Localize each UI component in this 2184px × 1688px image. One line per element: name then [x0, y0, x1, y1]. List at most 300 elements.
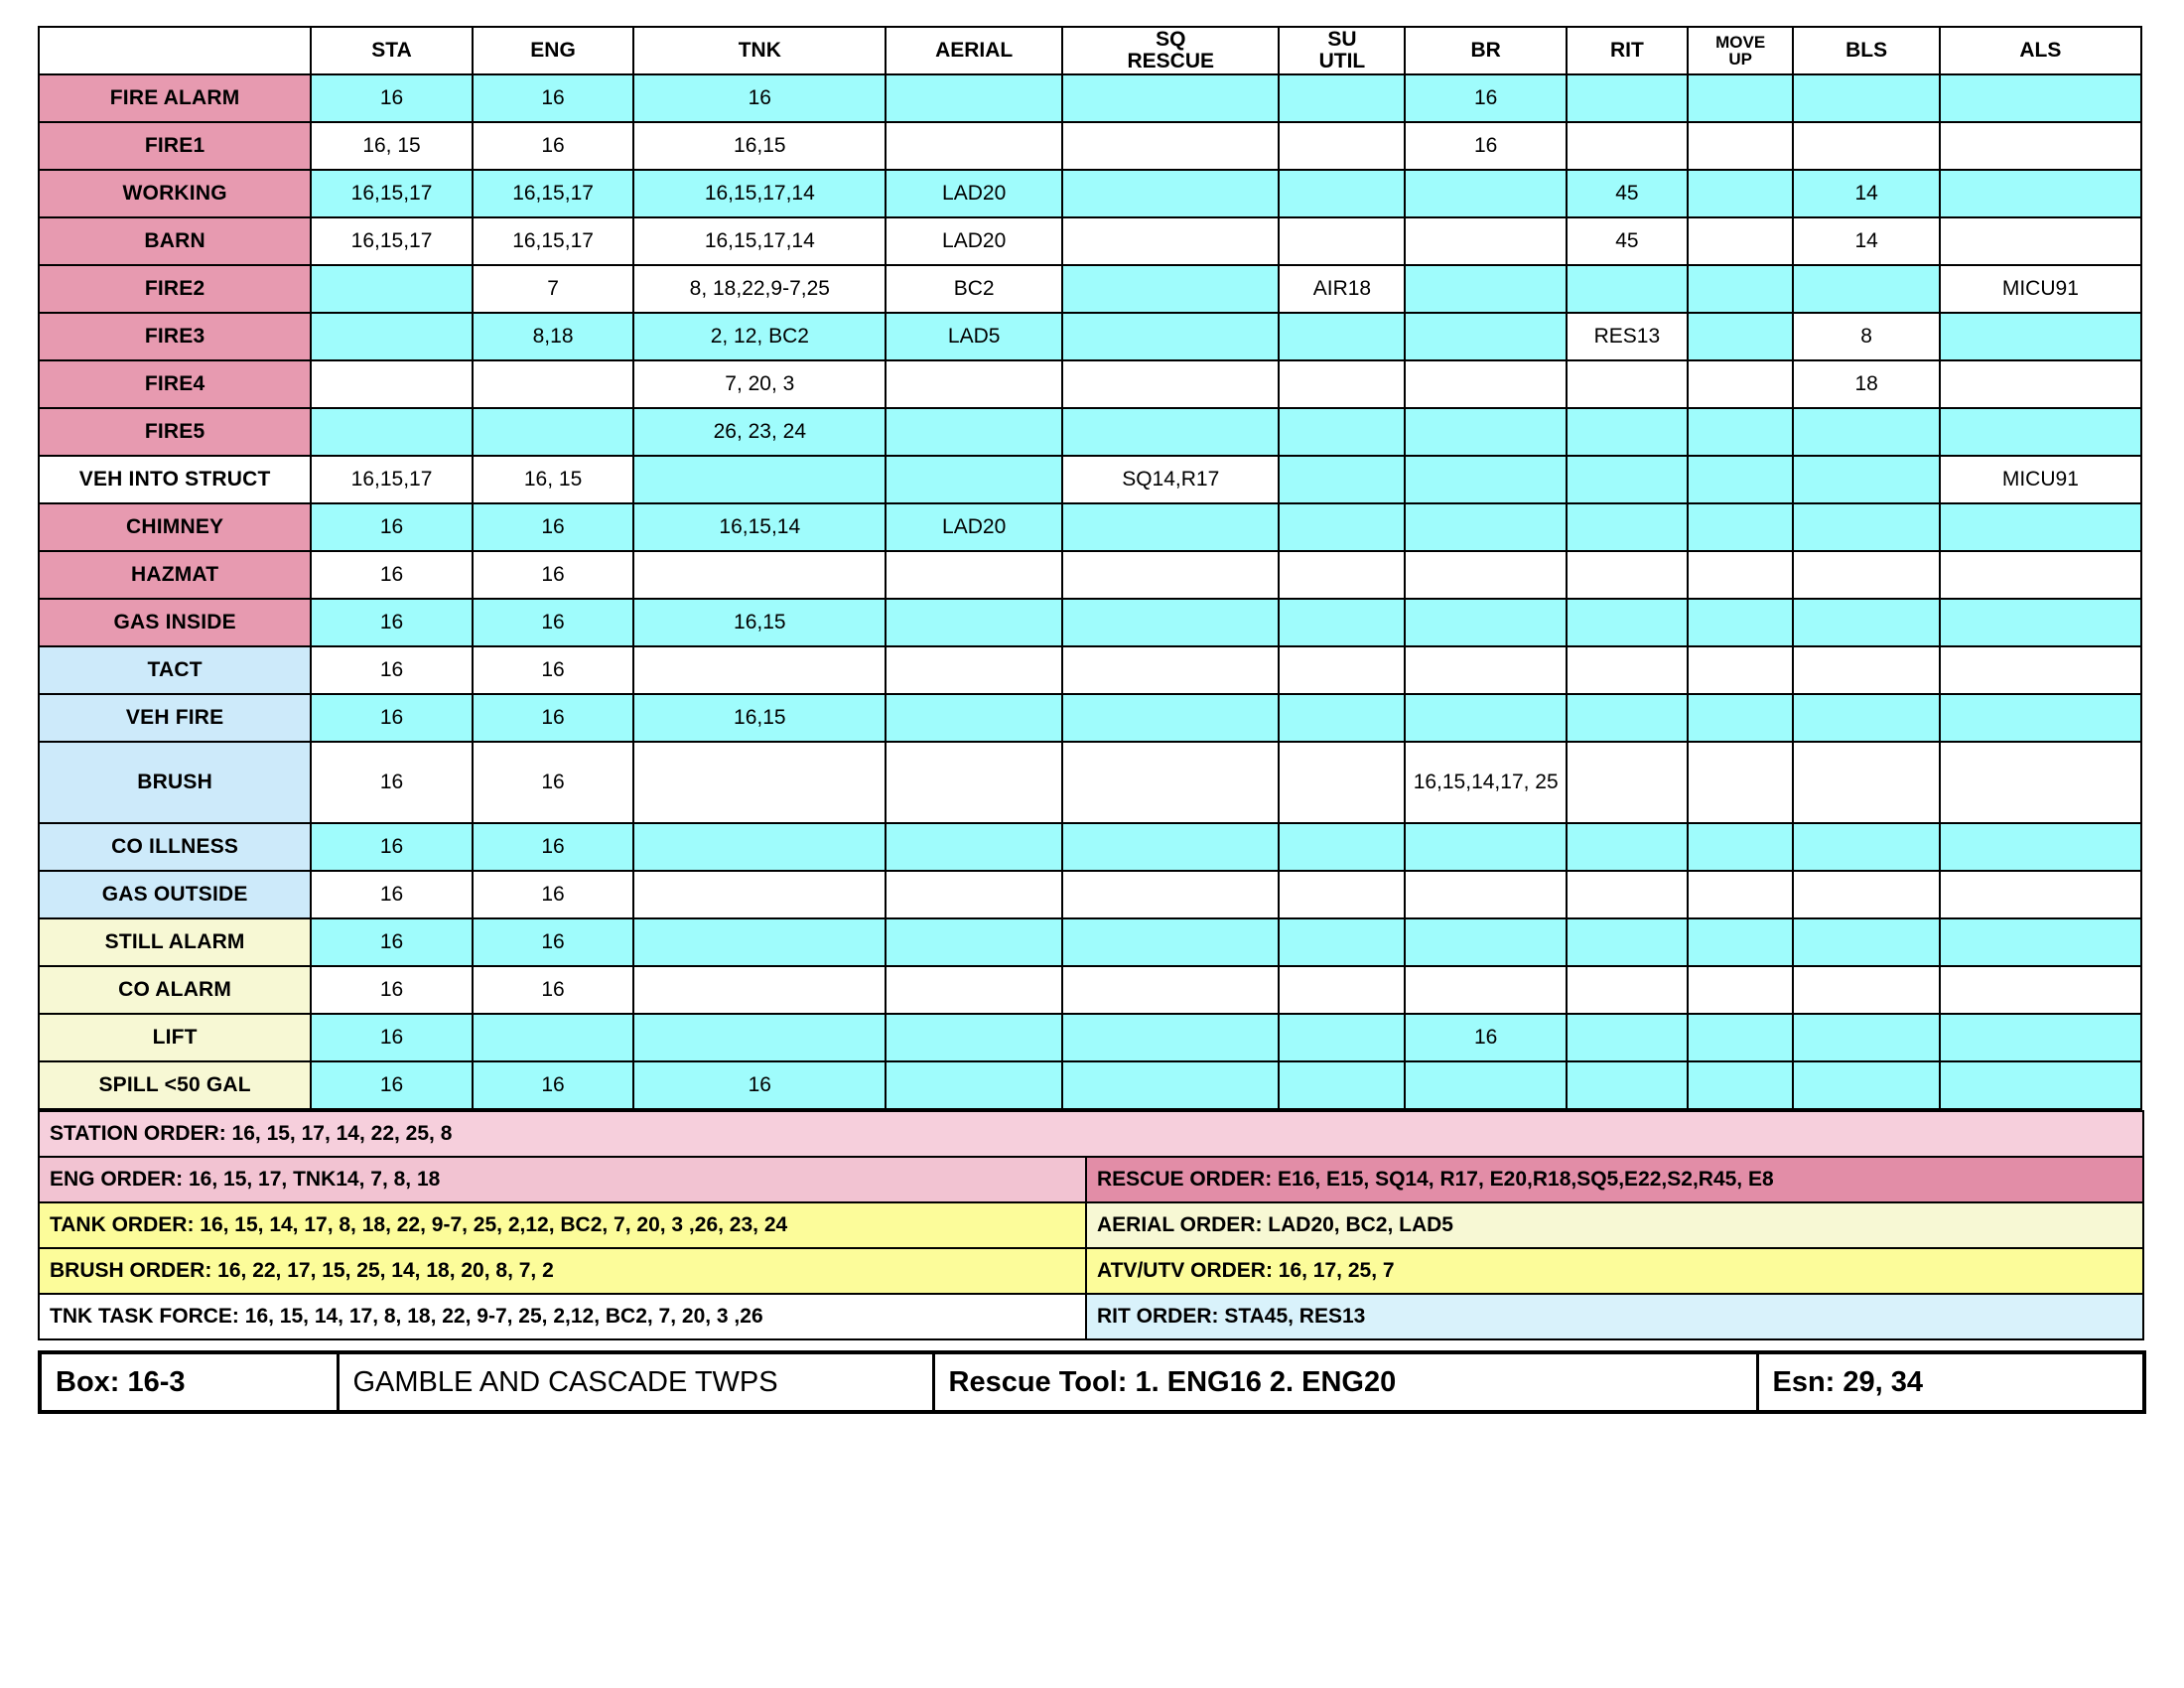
footer-area: GAMBLE AND CASCADE TWPS — [338, 1352, 933, 1412]
table-row — [39, 456, 2141, 503]
cell-1-6: 16 — [1405, 122, 1567, 170]
cell-19-5 — [1279, 1014, 1405, 1061]
cell-12-7 — [1567, 646, 1688, 694]
cell-9-8 — [1688, 503, 1794, 551]
orders-block — [38, 1110, 2144, 1340]
column-header-tnk: TNK — [633, 27, 886, 74]
cell-0-2: 16 — [633, 74, 886, 122]
cell-15-10 — [1940, 823, 2141, 871]
cell-10-9 — [1793, 551, 1939, 599]
cell-14-4 — [1062, 742, 1279, 823]
cell-20-10 — [1940, 1061, 2141, 1109]
table-row — [39, 170, 2141, 217]
cell-9-6 — [1405, 503, 1567, 551]
cell-1-4 — [1062, 122, 1279, 170]
cell-20-3 — [886, 1061, 1062, 1109]
row-label-brush: BRUSH — [39, 742, 311, 823]
cell-20-7 — [1567, 1061, 1688, 1109]
table-row — [39, 966, 2141, 1014]
cell-8-4: SQ14,R17 — [1062, 456, 1279, 503]
cell-12-5 — [1279, 646, 1405, 694]
cell-9-7 — [1567, 503, 1688, 551]
column-header-als: ALS — [1940, 27, 2141, 74]
cell-6-2: 7, 20, 3 — [633, 360, 886, 408]
cell-2-5 — [1279, 170, 1405, 217]
cell-17-3 — [886, 918, 1062, 966]
cell-12-10 — [1940, 646, 2141, 694]
cell-8-5 — [1279, 456, 1405, 503]
cell-11-0: 16 — [311, 599, 473, 646]
cell-4-6 — [1405, 265, 1567, 313]
row-label-veh-fire: VEH FIRE — [39, 694, 311, 742]
cell-4-9 — [1793, 265, 1939, 313]
table-header — [39, 27, 2141, 74]
cell-1-5 — [1279, 122, 1405, 170]
cell-10-10 — [1940, 551, 2141, 599]
cell-5-9: 8 — [1793, 313, 1939, 360]
cell-1-7 — [1567, 122, 1688, 170]
cell-4-5: AIR18 — [1279, 265, 1405, 313]
cell-16-4 — [1062, 871, 1279, 918]
cell-7-3 — [886, 408, 1062, 456]
cell-7-9 — [1793, 408, 1939, 456]
cell-20-2: 16 — [633, 1061, 886, 1109]
cell-6-6 — [1405, 360, 1567, 408]
cell-12-9 — [1793, 646, 1939, 694]
cell-17-4 — [1062, 918, 1279, 966]
cell-20-8 — [1688, 1061, 1794, 1109]
cell-19-1 — [473, 1014, 634, 1061]
cell-19-7 — [1567, 1014, 1688, 1061]
column-header-eng: ENG — [473, 27, 634, 74]
column-header-su-util: SU UTIL — [1279, 27, 1405, 74]
cell-3-0: 16,15,17 — [311, 217, 473, 265]
cell-9-5 — [1279, 503, 1405, 551]
cell-14-6: 16,15,14,17, 25 — [1405, 742, 1567, 823]
aerial-order-bar: AERIAL ORDER: LAD20, BC2, LAD5 — [1086, 1202, 2143, 1248]
cell-4-10: MICU91 — [1940, 265, 2141, 313]
cell-15-8 — [1688, 823, 1794, 871]
cell-18-10 — [1940, 966, 2141, 1014]
header-blank-corner — [39, 27, 311, 74]
cell-8-2 — [633, 456, 886, 503]
footer-esn: Esn: 29, 34 — [1757, 1352, 2144, 1412]
cell-18-1: 16 — [473, 966, 634, 1014]
cell-17-6 — [1405, 918, 1567, 966]
cell-10-6 — [1405, 551, 1567, 599]
cell-10-0: 16 — [311, 551, 473, 599]
tank-order-bar: TANK ORDER: 16, 15, 14, 17, 8, 18, 22, 9-7, 25, 2,12, BC2, 7, 20, 3 ,26, 23, 24 — [39, 1202, 1086, 1248]
column-header-aerial: AERIAL — [886, 27, 1062, 74]
cell-17-8 — [1688, 918, 1794, 966]
cell-6-10 — [1940, 360, 2141, 408]
cell-16-0: 16 — [311, 871, 473, 918]
cell-17-5 — [1279, 918, 1405, 966]
atv-utv-order-bar: ATV/UTV ORDER: 16, 17, 25, 7 — [1086, 1248, 2143, 1294]
cell-10-1: 16 — [473, 551, 634, 599]
cell-0-4 — [1062, 74, 1279, 122]
cell-9-1: 16 — [473, 503, 634, 551]
cell-7-7 — [1567, 408, 1688, 456]
cell-5-2: 2, 12, BC2 — [633, 313, 886, 360]
cell-3-4 — [1062, 217, 1279, 265]
cell-2-7: 45 — [1567, 170, 1688, 217]
cell-14-10 — [1940, 742, 2141, 823]
row-label-tact: TACT — [39, 646, 311, 694]
cell-8-9 — [1793, 456, 1939, 503]
cell-14-8 — [1688, 742, 1794, 823]
row-label-fire3: FIRE3 — [39, 313, 311, 360]
cell-11-8 — [1688, 599, 1794, 646]
tnk-task-force-bar: TNK TASK FORCE: 16, 15, 14, 17, 8, 18, 22, 9-7, 25, 2,12, BC2, 7, 20, 3 ,26 — [39, 1294, 1086, 1339]
cell-0-10 — [1940, 74, 2141, 122]
cell-1-0: 16, 15 — [311, 122, 473, 170]
cell-13-3 — [886, 694, 1062, 742]
row-label-fire4: FIRE4 — [39, 360, 311, 408]
cell-0-8 — [1688, 74, 1794, 122]
cell-10-8 — [1688, 551, 1794, 599]
cell-13-6 — [1405, 694, 1567, 742]
cell-15-2 — [633, 823, 886, 871]
table-row — [39, 360, 2141, 408]
footer-block — [38, 1350, 2146, 1414]
row-label-chimney: CHIMNEY — [39, 503, 311, 551]
cell-11-6 — [1405, 599, 1567, 646]
cell-14-9 — [1793, 742, 1939, 823]
cell-18-8 — [1688, 966, 1794, 1014]
cell-2-9: 14 — [1793, 170, 1939, 217]
cell-18-3 — [886, 966, 1062, 1014]
row-label-lift: LIFT — [39, 1014, 311, 1061]
row-label-hazmat: HAZMAT — [39, 551, 311, 599]
cell-2-10 — [1940, 170, 2141, 217]
cell-19-8 — [1688, 1014, 1794, 1061]
column-header-rit: RIT — [1567, 27, 1688, 74]
cell-16-10 — [1940, 871, 2141, 918]
cell-14-7 — [1567, 742, 1688, 823]
cell-11-9 — [1793, 599, 1939, 646]
eng-order-bar: ENG ORDER: 16, 15, 17, TNK14, 7, 8, 18 — [39, 1157, 1086, 1202]
cell-18-0: 16 — [311, 966, 473, 1014]
table-row — [39, 599, 2141, 646]
cell-2-0: 16,15,17 — [311, 170, 473, 217]
cell-17-9 — [1793, 918, 1939, 966]
cell-11-3 — [886, 599, 1062, 646]
cell-11-7 — [1567, 599, 1688, 646]
cell-16-1: 16 — [473, 871, 634, 918]
column-header-bls: BLS — [1793, 27, 1939, 74]
cell-16-7 — [1567, 871, 1688, 918]
cell-13-10 — [1940, 694, 2141, 742]
cell-19-2 — [633, 1014, 886, 1061]
cell-12-3 — [886, 646, 1062, 694]
response-matrix-table — [38, 26, 2142, 1110]
cell-18-2 — [633, 966, 886, 1014]
cell-16-5 — [1279, 871, 1405, 918]
cell-0-6: 16 — [1405, 74, 1567, 122]
cell-20-5 — [1279, 1061, 1405, 1109]
cell-15-7 — [1567, 823, 1688, 871]
row-label-fire5: FIRE5 — [39, 408, 311, 456]
cell-14-5 — [1279, 742, 1405, 823]
cell-20-0: 16 — [311, 1061, 473, 1109]
cell-7-0 — [311, 408, 473, 456]
cell-19-4 — [1062, 1014, 1279, 1061]
table-row — [39, 823, 2141, 871]
cell-3-2: 16,15,17,14 — [633, 217, 886, 265]
cell-15-6 — [1405, 823, 1567, 871]
table-row — [39, 1014, 2141, 1061]
cell-13-5 — [1279, 694, 1405, 742]
cell-9-10 — [1940, 503, 2141, 551]
cell-20-1: 16 — [473, 1061, 634, 1109]
cell-4-7 — [1567, 265, 1688, 313]
cell-2-6 — [1405, 170, 1567, 217]
brush-order-bar: BRUSH ORDER: 16, 22, 17, 15, 25, 14, 18, 20, 8, 7, 2 — [39, 1248, 1086, 1294]
cell-7-4 — [1062, 408, 1279, 456]
table-row — [39, 503, 2141, 551]
cell-10-3 — [886, 551, 1062, 599]
station-order-bar: STATION ORDER: 16, 15, 17, 14, 22, 25, 8 — [39, 1111, 2143, 1157]
cell-15-5 — [1279, 823, 1405, 871]
cell-11-5 — [1279, 599, 1405, 646]
cell-7-2: 26, 23, 24 — [633, 408, 886, 456]
cell-4-3: BC2 — [886, 265, 1062, 313]
cell-9-4 — [1062, 503, 1279, 551]
cell-5-7: RES13 — [1567, 313, 1688, 360]
cell-19-3 — [886, 1014, 1062, 1061]
cell-8-10: MICU91 — [1940, 456, 2141, 503]
cell-14-2 — [633, 742, 886, 823]
cell-7-10 — [1940, 408, 2141, 456]
row-label-spill-50-gal: SPILL <50 GAL — [39, 1061, 311, 1109]
cell-19-0: 16 — [311, 1014, 473, 1061]
cell-13-4 — [1062, 694, 1279, 742]
table-row — [39, 74, 2141, 122]
table-row — [39, 265, 2141, 313]
cell-5-3: LAD5 — [886, 313, 1062, 360]
cell-4-8 — [1688, 265, 1794, 313]
cell-7-1 — [473, 408, 634, 456]
cell-3-7: 45 — [1567, 217, 1688, 265]
cell-13-8 — [1688, 694, 1794, 742]
cell-8-3 — [886, 456, 1062, 503]
cell-2-1: 16,15,17 — [473, 170, 634, 217]
cell-20-6 — [1405, 1061, 1567, 1109]
cell-11-1: 16 — [473, 599, 634, 646]
cell-13-7 — [1567, 694, 1688, 742]
footer-box: Box: 16-3 — [40, 1352, 338, 1412]
cell-1-8 — [1688, 122, 1794, 170]
cell-0-7 — [1567, 74, 1688, 122]
cell-15-1: 16 — [473, 823, 634, 871]
table-row — [39, 408, 2141, 456]
column-header-br: BR — [1405, 27, 1567, 74]
cell-12-1: 16 — [473, 646, 634, 694]
cell-16-8 — [1688, 871, 1794, 918]
cell-7-5 — [1279, 408, 1405, 456]
cell-5-5 — [1279, 313, 1405, 360]
cell-14-0: 16 — [311, 742, 473, 823]
cell-8-0: 16,15,17 — [311, 456, 473, 503]
cell-0-3 — [886, 74, 1062, 122]
cell-8-8 — [1688, 456, 1794, 503]
row-label-barn: BARN — [39, 217, 311, 265]
cell-3-1: 16,15,17 — [473, 217, 634, 265]
cell-6-5 — [1279, 360, 1405, 408]
cell-5-10 — [1940, 313, 2141, 360]
cell-4-4 — [1062, 265, 1279, 313]
cell-19-10 — [1940, 1014, 2141, 1061]
cell-19-6: 16 — [1405, 1014, 1567, 1061]
cell-8-6 — [1405, 456, 1567, 503]
cell-9-3: LAD20 — [886, 503, 1062, 551]
table-row — [39, 646, 2141, 694]
cell-11-4 — [1062, 599, 1279, 646]
cell-2-4 — [1062, 170, 1279, 217]
cell-10-5 — [1279, 551, 1405, 599]
cell-8-7 — [1567, 456, 1688, 503]
cell-18-5 — [1279, 966, 1405, 1014]
cell-2-8 — [1688, 170, 1794, 217]
table-row — [39, 918, 2141, 966]
cell-17-1: 16 — [473, 918, 634, 966]
table-row — [39, 742, 2141, 823]
cell-9-2: 16,15,14 — [633, 503, 886, 551]
cell-13-0: 16 — [311, 694, 473, 742]
cell-15-0: 16 — [311, 823, 473, 871]
table-row — [39, 122, 2141, 170]
cell-5-4 — [1062, 313, 1279, 360]
table-row — [39, 217, 2141, 265]
cell-6-0 — [311, 360, 473, 408]
cell-13-1: 16 — [473, 694, 634, 742]
cell-12-8 — [1688, 646, 1794, 694]
cell-17-2 — [633, 918, 886, 966]
row-label-fire2: FIRE2 — [39, 265, 311, 313]
cell-4-1: 7 — [473, 265, 634, 313]
cell-16-2 — [633, 871, 886, 918]
cell-17-0: 16 — [311, 918, 473, 966]
cell-16-6 — [1405, 871, 1567, 918]
cell-17-10 — [1940, 918, 2141, 966]
cell-9-9 — [1793, 503, 1939, 551]
rescue-order-bar: RESCUE ORDER: E16, E15, SQ14, R17, E20,R18,SQ5,E22,S2,R45, E8 — [1086, 1157, 2143, 1202]
cell-13-2: 16,15 — [633, 694, 886, 742]
cell-2-2: 16,15,17,14 — [633, 170, 886, 217]
cell-3-5 — [1279, 217, 1405, 265]
cell-9-0: 16 — [311, 503, 473, 551]
cell-1-2: 16,15 — [633, 122, 886, 170]
row-label-co-illness: CO ILLNESS — [39, 823, 311, 871]
cell-7-8 — [1688, 408, 1794, 456]
cell-3-9: 14 — [1793, 217, 1939, 265]
row-label-still-alarm: STILL ALARM — [39, 918, 311, 966]
cell-5-6 — [1405, 313, 1567, 360]
cell-10-7 — [1567, 551, 1688, 599]
cell-3-8 — [1688, 217, 1794, 265]
cell-17-7 — [1567, 918, 1688, 966]
table-row — [39, 694, 2141, 742]
cell-20-4 — [1062, 1061, 1279, 1109]
cell-16-9 — [1793, 871, 1939, 918]
cell-7-6 — [1405, 408, 1567, 456]
cell-5-8 — [1688, 313, 1794, 360]
cell-6-7 — [1567, 360, 1688, 408]
row-label-veh-into-struct: VEH INTO STRUCT — [39, 456, 311, 503]
cell-1-9 — [1793, 122, 1939, 170]
cell-4-2: 8, 18,22,9-7,25 — [633, 265, 886, 313]
cell-6-9: 18 — [1793, 360, 1939, 408]
cell-6-3 — [886, 360, 1062, 408]
cell-20-9 — [1793, 1061, 1939, 1109]
cell-3-6 — [1405, 217, 1567, 265]
column-header-move-up: MOVE UP — [1688, 27, 1794, 74]
cell-12-0: 16 — [311, 646, 473, 694]
cell-12-4 — [1062, 646, 1279, 694]
cell-10-2 — [633, 551, 886, 599]
cell-18-9 — [1793, 966, 1939, 1014]
cell-14-1: 16 — [473, 742, 634, 823]
cell-18-7 — [1567, 966, 1688, 1014]
cell-8-1: 16, 15 — [473, 456, 634, 503]
cell-4-0 — [311, 265, 473, 313]
cell-16-3 — [886, 871, 1062, 918]
cell-6-4 — [1062, 360, 1279, 408]
cell-6-8 — [1688, 360, 1794, 408]
table-body — [39, 74, 2141, 1109]
column-header-sta: STA — [311, 27, 473, 74]
cell-1-1: 16 — [473, 122, 634, 170]
row-label-gas-outside: GAS OUTSIDE — [39, 871, 311, 918]
cell-19-9 — [1793, 1014, 1939, 1061]
table-row — [39, 1061, 2141, 1109]
cell-2-3: LAD20 — [886, 170, 1062, 217]
cell-18-6 — [1405, 966, 1567, 1014]
cell-13-9 — [1793, 694, 1939, 742]
column-header-sq-rescue: SQ RESCUE — [1062, 27, 1279, 74]
cell-15-9 — [1793, 823, 1939, 871]
table-row — [39, 313, 2141, 360]
cell-11-10 — [1940, 599, 2141, 646]
cell-3-3: LAD20 — [886, 217, 1062, 265]
row-label-gas-inside: GAS INSIDE — [39, 599, 311, 646]
cell-5-1: 8,18 — [473, 313, 634, 360]
cell-12-6 — [1405, 646, 1567, 694]
cell-0-9 — [1793, 74, 1939, 122]
table-row — [39, 551, 2141, 599]
cell-6-1 — [473, 360, 634, 408]
row-label-working: WORKING — [39, 170, 311, 217]
cell-1-3 — [886, 122, 1062, 170]
cell-12-2 — [633, 646, 886, 694]
cell-18-4 — [1062, 966, 1279, 1014]
table-row — [39, 871, 2141, 918]
row-label-fire-alarm: FIRE ALARM — [39, 74, 311, 122]
cell-1-10 — [1940, 122, 2141, 170]
cell-11-2: 16,15 — [633, 599, 886, 646]
cell-5-0 — [311, 313, 473, 360]
row-label-co-alarm: CO ALARM — [39, 966, 311, 1014]
row-label-fire1: FIRE1 — [39, 122, 311, 170]
cell-0-5 — [1279, 74, 1405, 122]
cell-3-10 — [1940, 217, 2141, 265]
rit-order-bar: RIT ORDER: STA45, RES13 — [1086, 1294, 2143, 1339]
cell-0-0: 16 — [311, 74, 473, 122]
cell-15-3 — [886, 823, 1062, 871]
footer-rescue-tool: Rescue Tool: 1. ENG16 2. ENG20 — [933, 1352, 1757, 1412]
cell-14-3 — [886, 742, 1062, 823]
